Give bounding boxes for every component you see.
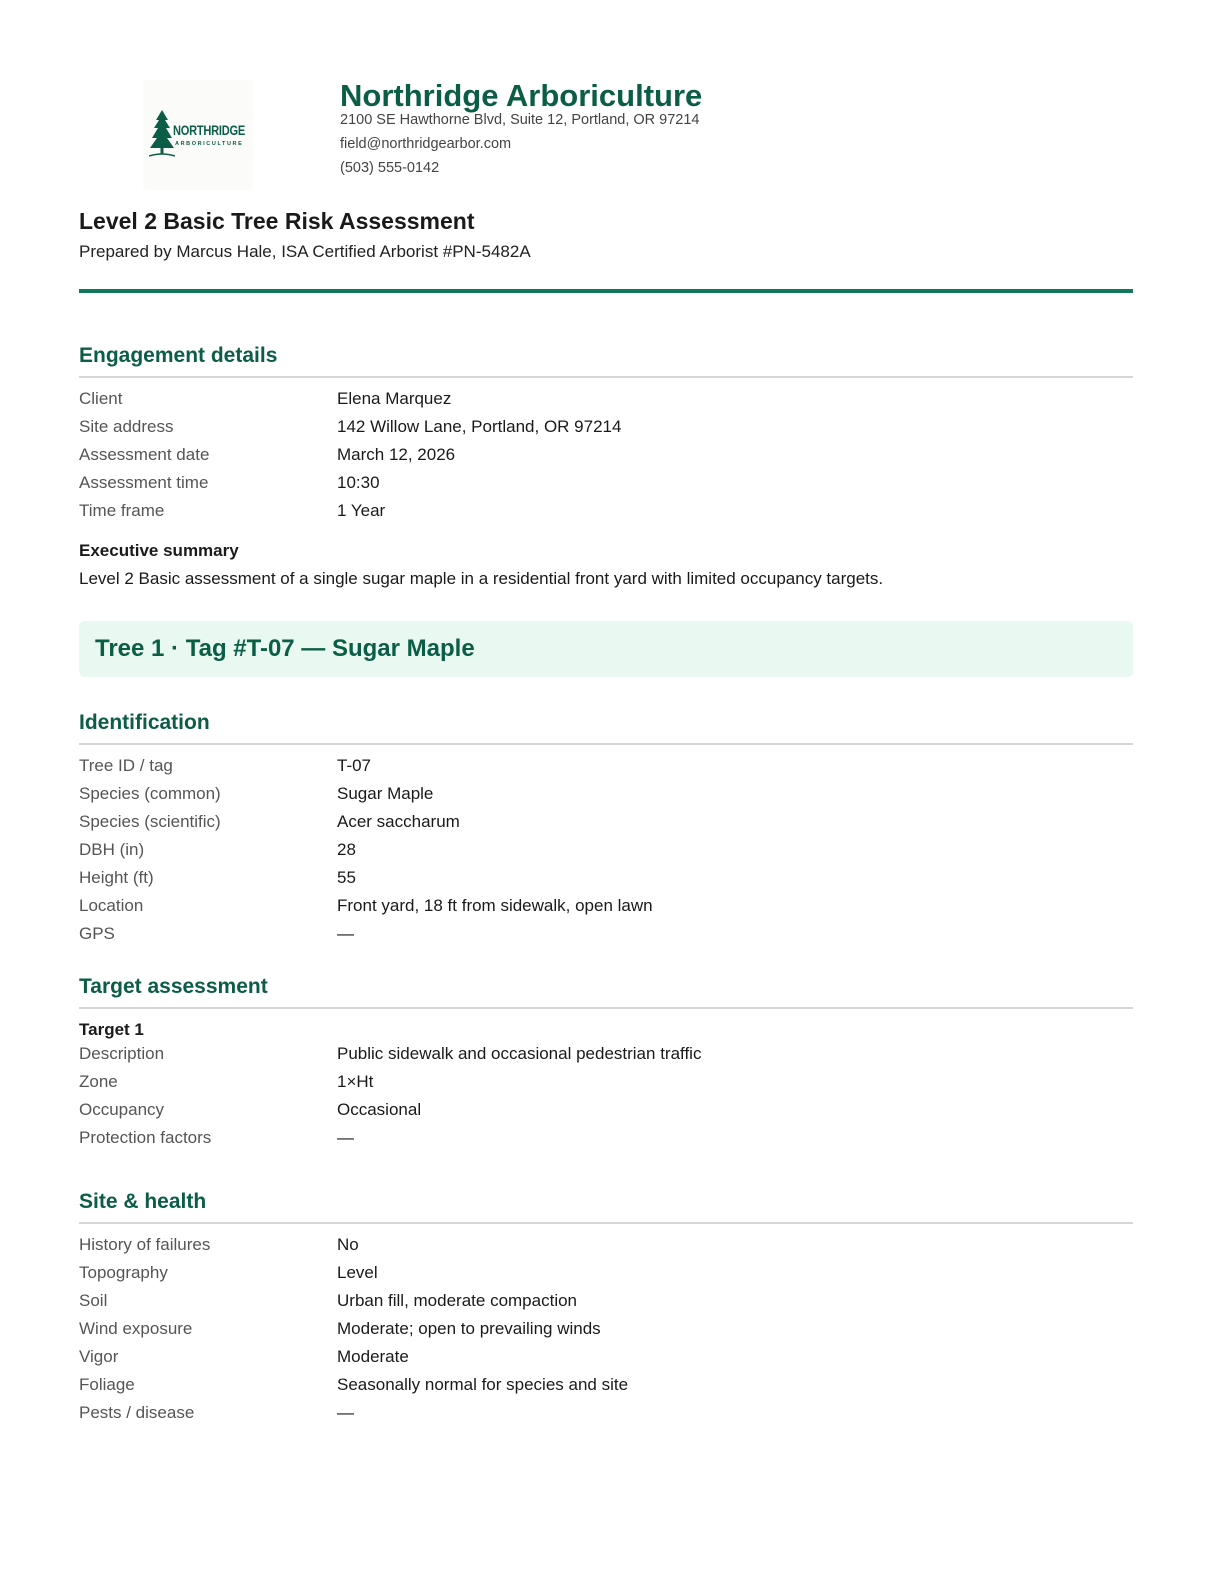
detail-label: Description (79, 1044, 165, 1063)
document-title: Level 2 Basic Tree Risk Assessment (79, 208, 475, 234)
detail-value: 28 (337, 840, 356, 859)
section-title-site-health: Site & health (79, 1190, 1133, 1224)
detail-value: 142 Willow Lane, Portland, OR 97214 (337, 417, 622, 436)
logo-tagline: ARBORICULTURE (175, 141, 244, 147)
tree-banner (79, 621, 1133, 677)
detail-row (79, 413, 1133, 441)
detail-label: Location (79, 896, 144, 915)
detail-row (79, 1259, 1133, 1287)
company-phone: (503) 555-0142 (340, 160, 440, 176)
detail-row (79, 469, 1133, 497)
detail-value: Front yard, 18 ft from sidewalk, open lawn (337, 896, 653, 915)
header-divider (79, 289, 1133, 293)
section-title-target-assessment: Target assessment (79, 975, 1133, 1009)
detail-value: Sugar Maple (337, 784, 434, 803)
detail-value: No (337, 1235, 359, 1254)
detail-row (79, 1040, 1133, 1068)
detail-row (79, 1096, 1133, 1124)
detail-label: Vigor (79, 1347, 119, 1366)
detail-row (79, 1068, 1133, 1096)
detail-label: Occupancy (79, 1100, 165, 1119)
detail-value: Moderate; open to prevailing winds (337, 1319, 601, 1338)
prepared-by: Prepared by Marcus Hale, ISA Certified Arborist #PN-5482A (79, 242, 531, 261)
target-heading: Target 1 (79, 1020, 144, 1039)
detail-row (79, 808, 1133, 836)
detail-value: Moderate (337, 1347, 409, 1366)
detail-row (79, 836, 1133, 864)
detail-value: Level (337, 1263, 378, 1282)
detail-value: Acer saccharum (337, 812, 460, 831)
detail-row (79, 1231, 1133, 1259)
detail-value: — (337, 1403, 354, 1422)
identification-details (79, 752, 1133, 948)
detail-value: Urban fill, moderate compaction (337, 1291, 578, 1310)
detail-value: 1 Year (337, 501, 386, 520)
detail-label: Foliage (79, 1375, 135, 1394)
section-title-engagement: Engagement details (79, 344, 1133, 378)
detail-value: — (337, 1128, 354, 1147)
detail-label: Wind exposure (79, 1319, 193, 1338)
detail-value: Seasonally normal for species and site (337, 1375, 629, 1394)
detail-row (79, 920, 1133, 948)
detail-label: GPS (79, 924, 115, 943)
detail-row (79, 1124, 1133, 1152)
engagement-details (79, 385, 1133, 525)
detail-label: Height (ft) (79, 868, 154, 887)
detail-row (79, 780, 1133, 808)
detail-row (79, 497, 1133, 525)
detail-value: 55 (337, 868, 356, 887)
detail-row (79, 1287, 1133, 1315)
executive-summary-text: Level 2 Basic assessment of a single sugar maple in a residential front yard with limited occupancy targets. (79, 569, 884, 588)
detail-row (79, 385, 1133, 413)
company-address: 2100 SE Hawthorne Blvd, Suite 12, Portland, OR 97214 (340, 112, 700, 128)
detail-label: Species (common) (79, 784, 221, 803)
detail-value: Public sidewalk and occasional pedestrian traffic (337, 1044, 702, 1063)
detail-label: Pests / disease (79, 1403, 195, 1422)
company-logo (143, 80, 253, 190)
detail-value: 10:30 (337, 473, 380, 492)
detail-label: Assessment date (79, 445, 210, 464)
logo-wordmark: NORTHRIDGE (173, 123, 245, 138)
detail-row (79, 752, 1133, 780)
pine-tree-icon (149, 108, 175, 158)
detail-value: T-07 (337, 756, 372, 775)
detail-row (79, 1371, 1133, 1399)
detail-label: Species (scientific) (79, 812, 221, 831)
detail-label: Tree ID / tag (79, 756, 173, 775)
detail-label: Protection factors (79, 1128, 212, 1147)
detail-label: Assessment time (79, 473, 209, 492)
detail-row (79, 864, 1133, 892)
detail-value: 1×Ht (337, 1072, 374, 1091)
detail-label: Time frame (79, 501, 165, 520)
detail-value: — (337, 924, 354, 943)
target-details (79, 1040, 1133, 1152)
site-health-details (79, 1231, 1133, 1427)
detail-label: Client (79, 389, 123, 408)
detail-label: Zone (79, 1072, 118, 1091)
detail-label: Site address (79, 417, 174, 436)
detail-label: DBH (in) (79, 840, 145, 859)
company-email: field@northridgearbor.com (340, 136, 512, 152)
detail-label: Soil (79, 1291, 108, 1310)
section-title-identification: Identification (79, 711, 1133, 745)
detail-row (79, 1343, 1133, 1371)
detail-label: History of failures (79, 1235, 211, 1254)
detail-row (79, 1399, 1133, 1427)
detail-row (79, 892, 1133, 920)
detail-value: March 12, 2026 (337, 445, 456, 464)
executive-summary-heading: Executive summary (79, 541, 239, 560)
detail-value: Occasional (337, 1100, 422, 1119)
company-info (340, 78, 702, 180)
detail-label: Topography (79, 1263, 168, 1282)
tree-banner-title: Tree 1 · Tag #T-07 — Sugar Maple (95, 635, 475, 662)
detail-row (79, 441, 1133, 469)
detail-row (79, 1315, 1133, 1343)
company-name: Northridge Arboriculture (340, 78, 703, 113)
detail-value: Elena Marquez (337, 389, 452, 408)
